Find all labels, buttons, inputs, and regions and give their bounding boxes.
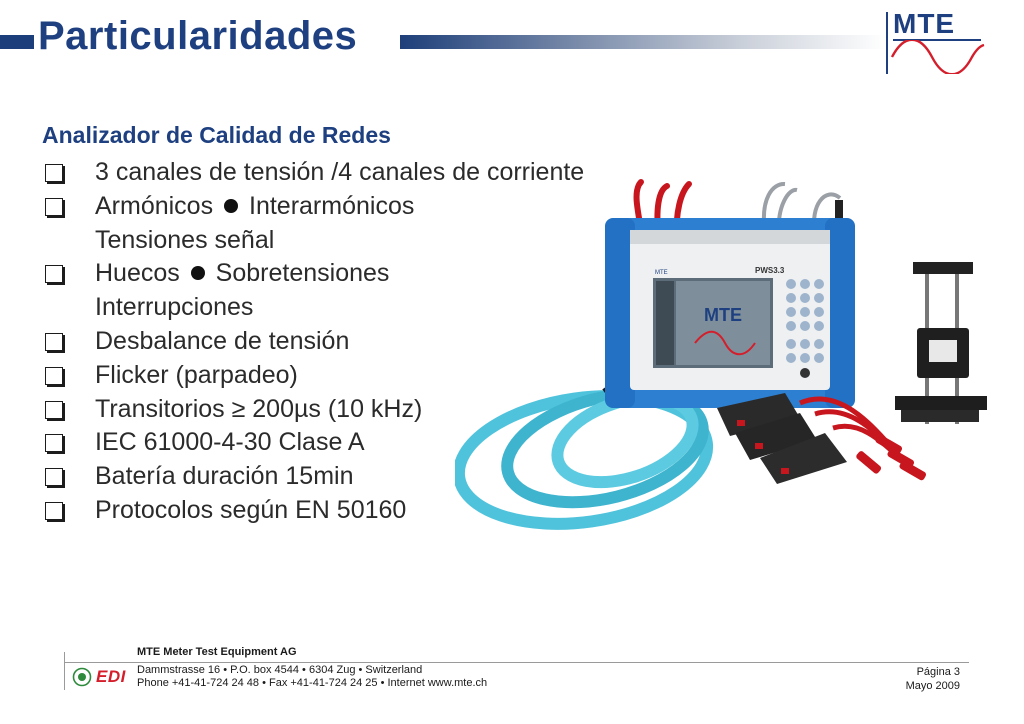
svg-text:MTE: MTE [655, 270, 668, 276]
banana-plugs-icon [855, 434, 927, 482]
list-item-text: IEC 61000-4-30 Clase A [95, 428, 365, 457]
bullet-dot-icon [224, 199, 238, 213]
list-item-text: Batería duración 15min [95, 462, 354, 491]
footer-company: MTE Meter Test Equipment AG [137, 646, 297, 658]
checkbox-bullet-icon [45, 198, 63, 216]
checkbox-bullet-icon [45, 333, 63, 351]
checkbox-bullet-icon [45, 468, 63, 486]
svg-text:MTE: MTE [704, 305, 742, 325]
power-quality-analyzer-image [455, 178, 1000, 548]
list-item-text: Interarmónicos [249, 191, 415, 220]
list-item-text: Desbalance de tensión [95, 326, 350, 355]
connector-icon [835, 200, 843, 218]
footer-vertical-line [64, 652, 65, 690]
svg-text:PWS3.3: PWS3.3 [755, 266, 785, 275]
list-item-text: Protocolos según EN 50160 [95, 495, 407, 524]
checkbox-bullet-icon [45, 367, 63, 385]
checkbox-bullet-icon [45, 265, 63, 283]
footer-address: Dammstrasse 16 • P.O. box 4544 • 6304 Zug • Switzerland [137, 664, 423, 676]
list-item-text: Armónicos [95, 191, 214, 220]
page-title: Particularidades [38, 14, 358, 58]
footer-contact: Phone +41-41-724 24 48 • Fax +41-41-724 24 25 • Internet www.mte.ch [137, 677, 488, 689]
footer-divider [64, 662, 969, 663]
sine-wave-icon [890, 40, 986, 74]
footer-date: Mayo 2009 [905, 680, 960, 692]
edi-logo: EDI [96, 667, 126, 686]
checkbox-bullet-icon [45, 434, 63, 452]
list-item-text: Interrupciones [95, 293, 254, 322]
checkbox-bullet-icon [45, 164, 63, 182]
certification-logo-icon [72, 667, 92, 687]
checkbox-bullet-icon [45, 502, 63, 520]
title-gradient-bar [400, 35, 886, 49]
page-number: Página 3 [916, 666, 960, 678]
title-accent-bar-left [0, 35, 34, 49]
list-item-text: Transitorios ≥ 200µs (10 kHz) [95, 394, 423, 423]
checkbox-bullet-icon [45, 401, 63, 419]
list-item-text: Huecos [95, 259, 180, 288]
bullet-dot-icon [191, 266, 205, 280]
analyzer-device-icon [605, 218, 855, 408]
list-item-text: Tensiones señal [95, 225, 275, 254]
section-subtitle: Analizador de Calidad de Redes [42, 122, 391, 148]
list-item-text: 3 canales de tensión /4 canales de corriente [95, 158, 585, 186]
logo-text: MTE [893, 8, 956, 39]
mounting-stand-icon [895, 262, 987, 424]
logo-divider [886, 12, 888, 74]
list-item-text: Flicker (parpadeo) [95, 360, 298, 389]
list-item-text: Sobretensiones [215, 259, 390, 288]
